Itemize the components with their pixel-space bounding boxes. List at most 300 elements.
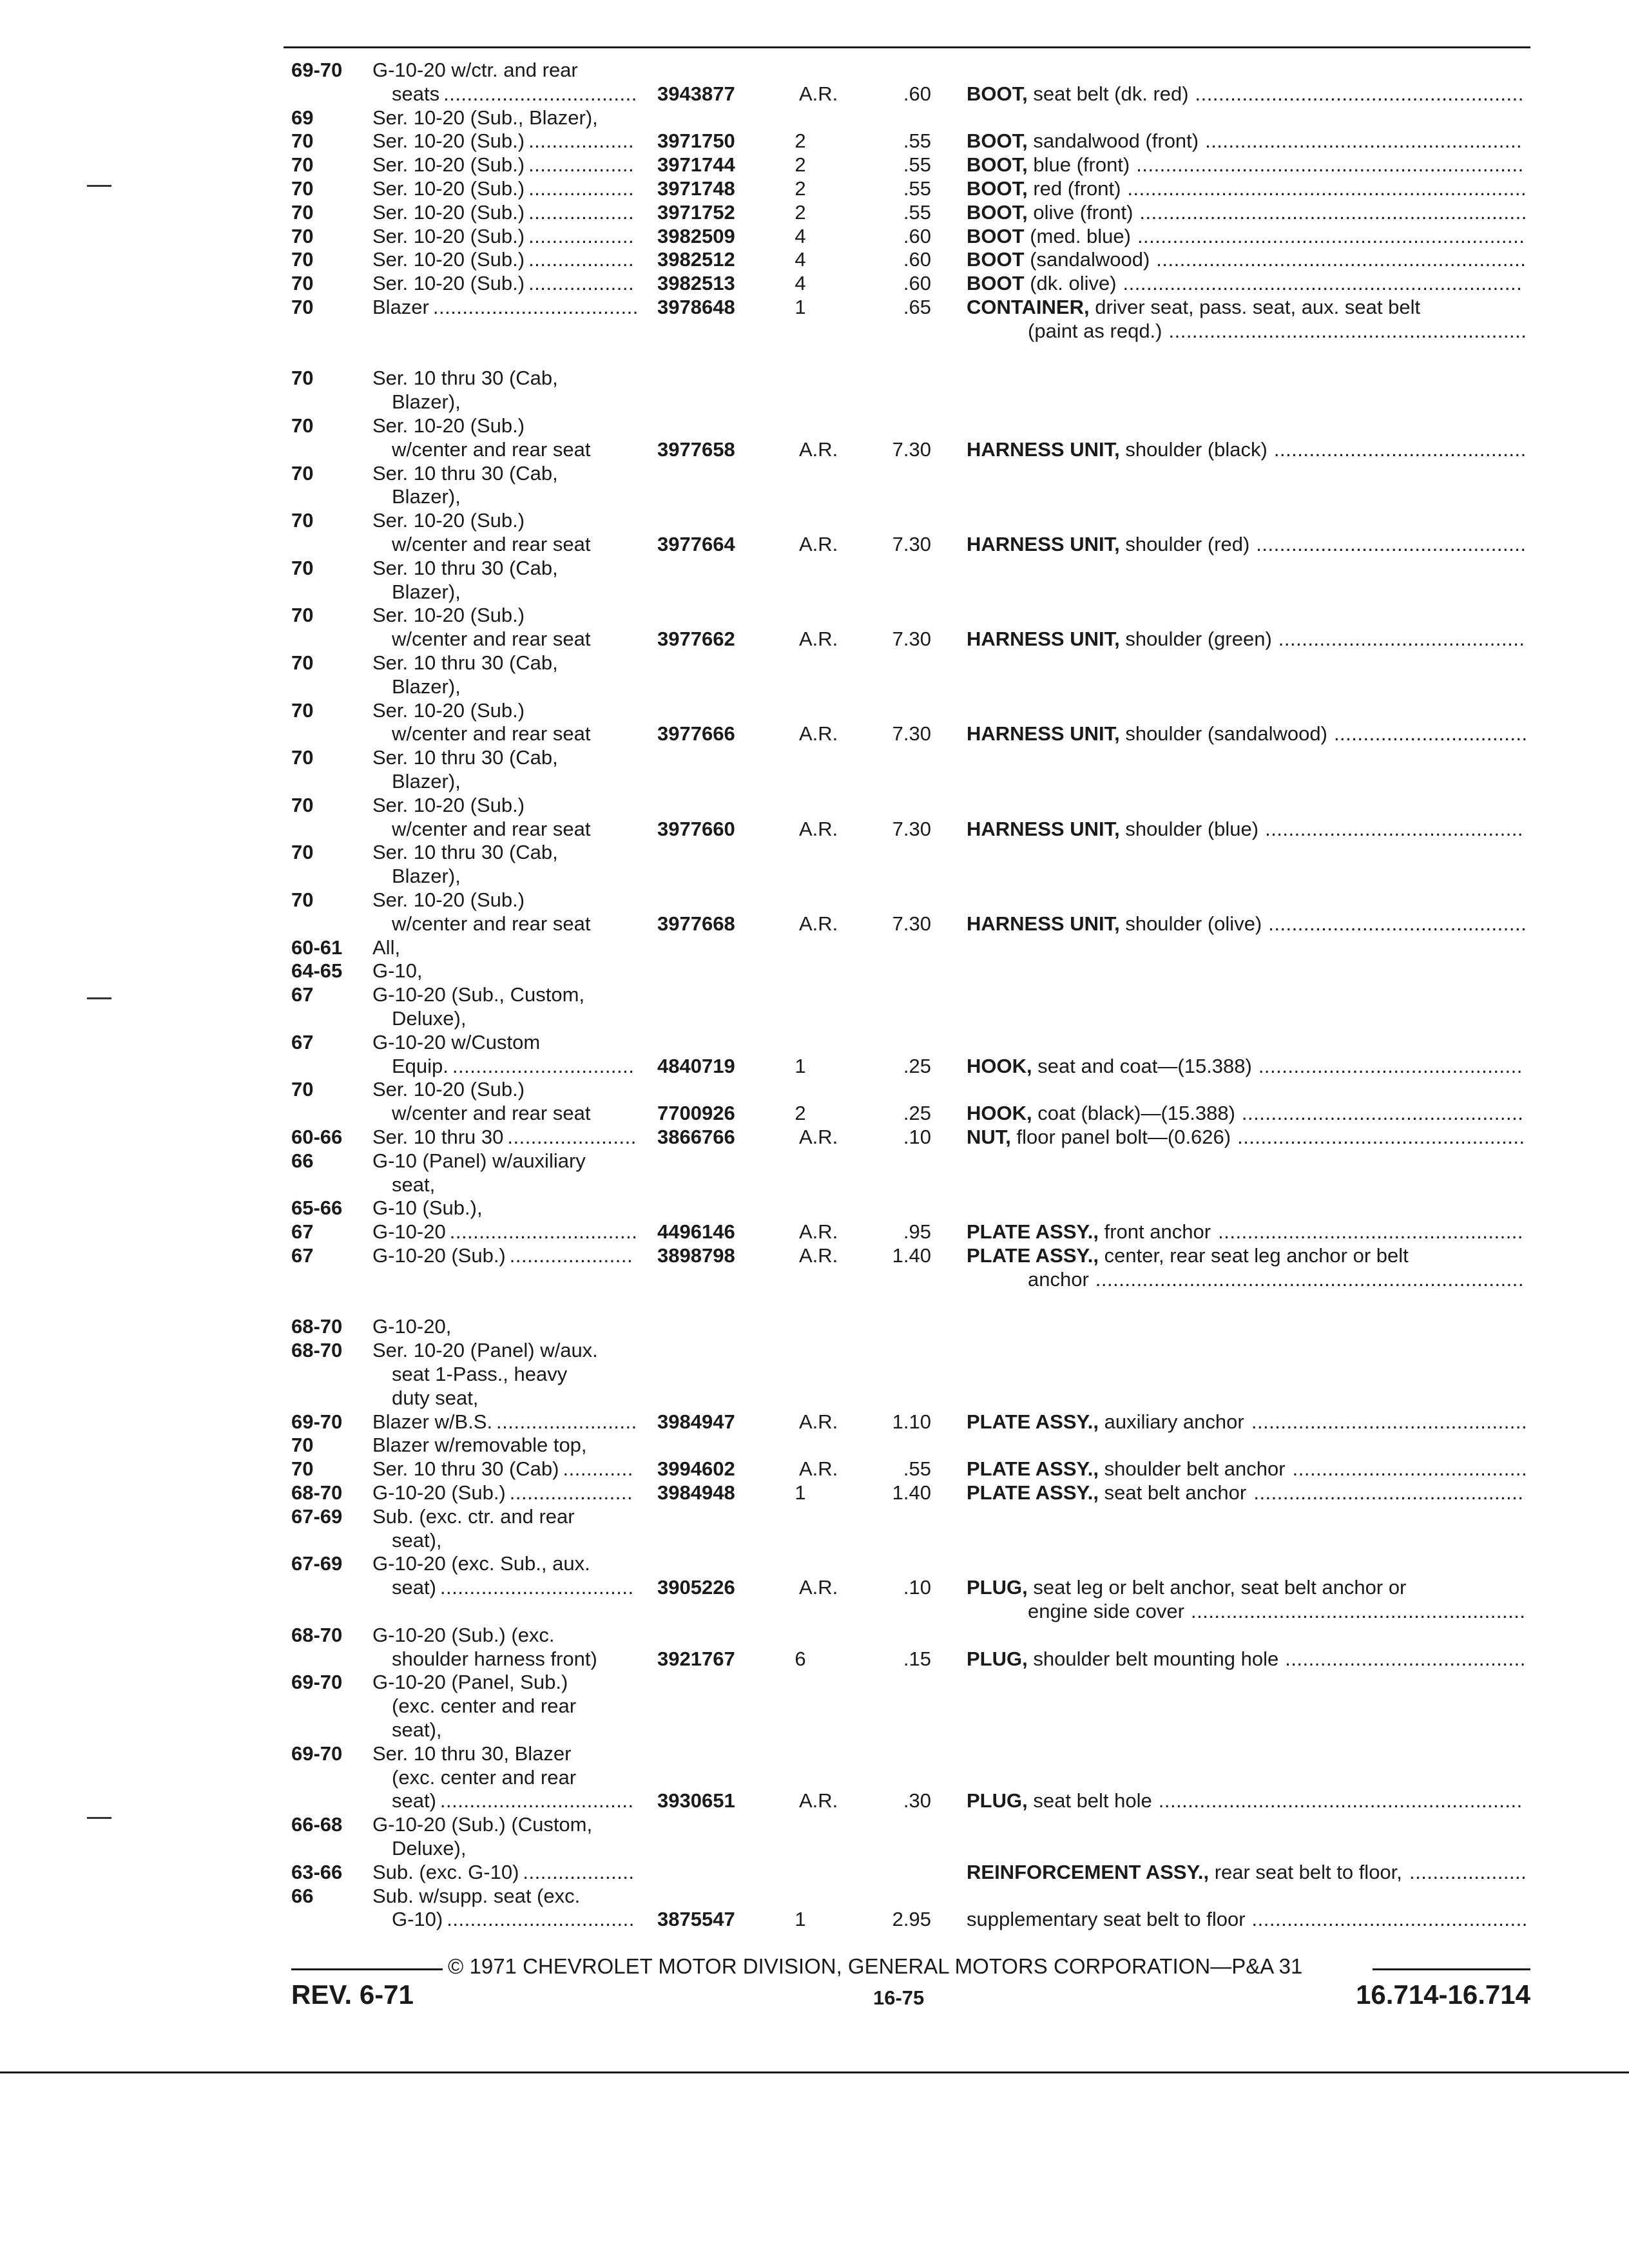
model-year: 70: [291, 461, 314, 485]
model-text: Blazer w/B.S.: [372, 1410, 493, 1433]
model-year: 70: [291, 177, 314, 200]
description: [967, 1054, 1252, 1078]
description: [1028, 1599, 1184, 1623]
model-year: 70: [291, 793, 314, 816]
part-row: [0, 1006, 1629, 1030]
leader-dots: .....................: [509, 1481, 633, 1504]
part-row: [0, 1575, 1629, 1599]
part-row: [0, 793, 1629, 817]
part-row: [0, 1196, 1629, 1220]
part-row: [0, 1244, 1629, 1267]
model-year: 65-66: [291, 1196, 343, 1220]
part-row: [0, 1552, 1629, 1575]
model-year: 64-65: [291, 959, 343, 983]
quantity: A.R.: [799, 1789, 838, 1812]
leader-dots: ........................: [496, 1410, 637, 1433]
quantity: 2: [795, 1102, 806, 1125]
copyright-line: © 1971 CHEVROLET MOTOR DIVISION, GENERAL MOTORS CORPORATION—P&A 31: [448, 1954, 1303, 1978]
model-text: Ser. 10-20 (Sub.): [372, 604, 525, 627]
leader-dots: ............................................: [1265, 817, 1524, 840]
leader-dots: ..............................................................: [1158, 1789, 1523, 1812]
part-row: [0, 959, 1629, 983]
description: [967, 200, 1133, 224]
part-row: [0, 1267, 1629, 1291]
part-name: REINFORCEMENT ASSY.,: [967, 1860, 1210, 1883]
quantity: 4: [795, 248, 806, 271]
part-number: 3984948: [657, 1481, 735, 1504]
part-row: [0, 1481, 1629, 1504]
description: [967, 817, 1258, 841]
part-row: [0, 366, 1629, 390]
quantity: A.R.: [799, 1126, 838, 1148]
part-row: [0, 745, 1629, 769]
leader-dots: ................................: [449, 1220, 638, 1244]
price: 2.95: [892, 1908, 931, 1931]
model-text: (exc. center and rear: [392, 1765, 577, 1789]
page-number: 16-75: [873, 1986, 925, 2009]
model-text: w/center and rear seat: [392, 722, 591, 745]
part-number: 3905226: [657, 1576, 735, 1599]
model-text: Ser. 10-20 (Sub.): [372, 889, 525, 911]
model-year: 70: [291, 130, 314, 153]
quantity: 1: [795, 1908, 806, 1931]
part-name: PLUG,: [967, 1789, 1028, 1812]
model-text: Ser. 10-20 (Sub.): [372, 130, 525, 153]
leader-dots: ...............................................: [1251, 1908, 1528, 1931]
part-detail: red (front): [1033, 177, 1121, 200]
part-number: 3977664: [657, 533, 735, 555]
part-detail: (paint as reqd.): [1028, 319, 1162, 342]
part-row: [0, 1789, 1629, 1812]
part-row: [0, 1410, 1629, 1434]
model-year: 66: [291, 1149, 314, 1172]
part-name: BOOT,: [967, 82, 1028, 105]
price: .30: [903, 1789, 931, 1812]
part-row: [0, 1173, 1629, 1196]
price: 7.30: [892, 437, 931, 461]
model-text: Blazer),: [392, 675, 461, 698]
part-row: [0, 1623, 1629, 1647]
model-text: Blazer: [372, 296, 429, 318]
price: .60: [903, 224, 931, 247]
part-name: HARNESS UNIT,: [967, 437, 1120, 461]
part-row: [0, 224, 1629, 248]
model-text: Ser. 10-20 (Sub.): [372, 153, 525, 177]
part-name: BOOT: [967, 224, 1025, 247]
price: 7.30: [892, 533, 931, 555]
part-detail: seat belt hole: [1033, 1789, 1152, 1812]
part-detail: (med. blue): [1030, 224, 1131, 247]
model-text: Ser. 10-20 (Sub.): [372, 224, 525, 247]
part-number: 3977660: [657, 817, 735, 840]
part-number: 3977662: [657, 628, 735, 651]
part-number: 3971748: [657, 177, 735, 200]
model-text: G-10-20,: [372, 1315, 452, 1338]
model-text: Ser. 10-20 (Sub.): [372, 414, 525, 437]
part-row: [0, 864, 1629, 888]
model-text: w/center and rear seat: [392, 437, 591, 461]
description: [967, 627, 1272, 651]
leader-dots: .................................: [439, 1576, 634, 1599]
model-text: Ser. 10 thru 30 (Cab,: [372, 746, 558, 769]
part-row: [0, 912, 1629, 936]
part-row: [0, 556, 1629, 580]
part-number: 3994602: [657, 1457, 735, 1481]
model-text: Ser. 10-20 (Sub.): [372, 698, 525, 722]
part-row: [0, 722, 1629, 745]
part-name: HARNESS UNIT,: [967, 533, 1120, 555]
model-text: G-10-20 w/ctr. and rear: [372, 59, 578, 81]
part-detail: floor panel bolt—(0.626): [1016, 1126, 1231, 1148]
leader-dots: ..................................................................: [1137, 224, 1525, 247]
section-number: 16.714-16.714: [1356, 1979, 1530, 2010]
model-text: Ser. 10 thru 30 (Cab,: [372, 841, 558, 864]
model-text: Ser. 10-20 (Panel) w/aux.: [372, 1339, 598, 1362]
description: [967, 1410, 1244, 1434]
footer-rule-right: [1373, 1968, 1530, 1970]
leader-dots: ............................................: [1268, 912, 1527, 935]
model-text: Ser. 10 thru 30 (Cab,: [372, 367, 558, 390]
model-text: G-10-20: [372, 1220, 446, 1244]
price: .55: [903, 177, 931, 200]
part-row: [0, 532, 1629, 556]
model-year: 68-70: [291, 1623, 343, 1646]
model-year: 60-66: [291, 1126, 343, 1148]
description: [967, 271, 1117, 295]
model-year: 70: [291, 414, 314, 437]
leader-dots: ..............................................: [1253, 1481, 1524, 1504]
part-row: [0, 1860, 1629, 1884]
part-row: [0, 1647, 1629, 1671]
model-year: 67-69: [291, 1504, 343, 1528]
model-year: 68-70: [291, 1339, 343, 1362]
part-row: [0, 319, 1629, 343]
part-row: [0, 1884, 1629, 1908]
model-year: 70: [291, 698, 314, 722]
price: 1.40: [892, 1244, 931, 1267]
part-detail: center, rear seat leg anchor or belt: [1104, 1244, 1409, 1267]
part-row: [0, 82, 1629, 106]
part-number: 3984947: [657, 1410, 735, 1433]
part-row: [0, 1362, 1629, 1386]
part-row: [0, 580, 1629, 604]
part-detail: shoulder belt anchor: [1104, 1457, 1286, 1481]
part-row: [0, 1220, 1629, 1244]
price: 7.30: [892, 912, 931, 935]
model-text: G-10-20 w/Custom: [372, 1030, 541, 1053]
description: [967, 532, 1249, 556]
leader-dots: ....................: [1409, 1860, 1527, 1883]
part-number: 3875547: [657, 1908, 735, 1931]
description: [967, 1244, 1409, 1267]
model-year: 66: [291, 1884, 314, 1907]
part-name: PLATE ASSY.,: [967, 1481, 1099, 1504]
part-detail: seat and coat—(15.388): [1037, 1054, 1252, 1077]
description: [1028, 319, 1162, 343]
part-number: 4496146: [657, 1220, 735, 1244]
part-row: [0, 817, 1629, 841]
model-text: Ser. 10-20 (Sub.): [372, 200, 525, 224]
part-row: [0, 627, 1629, 651]
model-year: 63-66: [291, 1860, 343, 1883]
part-number: 3971744: [657, 153, 735, 177]
part-name: BOOT,: [967, 200, 1028, 224]
part-name: HOOK,: [967, 1054, 1032, 1077]
part-number: 3978648: [657, 296, 735, 318]
model-text: w/center and rear seat: [392, 817, 591, 840]
part-row: [0, 1765, 1629, 1789]
model-text: Sub. (exc. G-10): [372, 1860, 519, 1883]
part-number: 3982512: [657, 248, 735, 271]
leader-dots: ..........................................: [1278, 628, 1525, 651]
quantity: 4: [795, 272, 806, 295]
part-name: PLATE ASSY.,: [967, 1457, 1099, 1481]
part-name: PLUG,: [967, 1647, 1028, 1670]
description: [967, 912, 1262, 936]
price: .55: [903, 153, 931, 177]
model-year: 70: [291, 296, 314, 318]
model-year: 70: [291, 841, 314, 864]
part-name: NUT,: [967, 1126, 1011, 1148]
part-row: [0, 1457, 1629, 1481]
part-row: [0, 1386, 1629, 1410]
leader-dots: ......................................................: [1205, 130, 1523, 153]
leader-dots: .............................................................: [1168, 319, 1527, 342]
part-row: [0, 651, 1629, 675]
part-detail: coat (black)—(15.388): [1037, 1102, 1235, 1125]
leader-dots: .................................: [1333, 722, 1528, 745]
description: [967, 224, 1131, 248]
description: [967, 1220, 1211, 1244]
model-text: Ser. 10 thru 30 (Cab,: [372, 651, 558, 674]
part-detail: shoulder belt mounting hole: [1033, 1647, 1279, 1670]
model-text: Blazer),: [392, 485, 461, 508]
leader-dots: ........................................................: [1195, 82, 1524, 105]
part-row: [0, 295, 1629, 319]
description: [967, 295, 1420, 319]
model-text: Ser. 10-20 (Sub.): [372, 177, 525, 200]
part-row: [0, 271, 1629, 295]
part-detail: driver seat, pass. seat, aux. seat belt: [1095, 296, 1421, 318]
part-row: [0, 1030, 1629, 1054]
part-row: [0, 1670, 1629, 1694]
part-name: BOOT,: [967, 153, 1028, 177]
part-row: [0, 1101, 1629, 1125]
description: [967, 129, 1199, 153]
part-row: [0, 153, 1629, 177]
model-text: G-10-20 (Sub.): [372, 1481, 506, 1504]
quantity: A.R.: [799, 1220, 838, 1244]
part-detail: shoulder (red): [1125, 533, 1250, 555]
part-number: 3977658: [657, 437, 735, 461]
part-row: [0, 1504, 1629, 1528]
description: [967, 82, 1189, 106]
part-row: [0, 1054, 1629, 1078]
quantity: 4: [795, 224, 806, 247]
model-year: 69-70: [291, 1742, 343, 1765]
model-year: 70: [291, 200, 314, 224]
leader-dots: ..................................................................: [1139, 200, 1527, 224]
model-text: w/center and rear seat: [392, 533, 591, 555]
part-detail: seat leg or belt anchor, seat belt anchor or: [1033, 1576, 1407, 1599]
description: [967, 177, 1121, 200]
quantity: A.R.: [799, 1410, 838, 1433]
part-row: [0, 485, 1629, 508]
leader-dots: ...................................: [432, 296, 639, 318]
part-name: PLUG,: [967, 1576, 1028, 1599]
leader-dots: ..................: [528, 272, 635, 295]
price: .10: [903, 1576, 931, 1599]
part-row: [0, 247, 1629, 271]
part-row: [0, 1718, 1629, 1742]
leader-dots: .........................................................: [1190, 1600, 1526, 1622]
model-text: G-10 (Sub.),: [372, 1196, 483, 1220]
description: [967, 1907, 1246, 1931]
model-year: 70: [291, 1078, 314, 1101]
part-row: [0, 177, 1629, 200]
part-row: [0, 769, 1629, 793]
price: .60: [903, 248, 931, 271]
part-row: [0, 390, 1629, 414]
description: [967, 1575, 1406, 1599]
leader-dots: ....................................................................: [1123, 272, 1523, 295]
price: 7.30: [892, 817, 931, 840]
price: .95: [903, 1220, 931, 1244]
quantity: 1: [795, 1054, 806, 1077]
quantity: 1: [795, 1481, 806, 1504]
part-row: [0, 1077, 1629, 1101]
model-text: Ser. 10-20 (Sub.): [372, 248, 525, 271]
model-year: 69-70: [291, 59, 343, 81]
model-text: G-10-20 (Sub., Custom,: [372, 983, 585, 1006]
part-row: [0, 1836, 1629, 1860]
part-row: [0, 675, 1629, 698]
part-row: [0, 1125, 1629, 1149]
part-row: [0, 1812, 1629, 1836]
model-text: Ser. 10 thru 30 (Cab): [372, 1457, 559, 1481]
leader-dots: ..................: [528, 200, 635, 224]
leader-dots: ...........................................: [1273, 437, 1527, 461]
leader-dots: ............: [563, 1457, 633, 1481]
part-number: 3982509: [657, 224, 735, 247]
model-text: Deluxe),: [392, 1007, 467, 1030]
part-row: [0, 1433, 1629, 1457]
model-text: seat),: [392, 1718, 442, 1741]
part-number: 3977666: [657, 722, 735, 745]
part-row: [0, 437, 1629, 461]
model-year: 70: [291, 889, 314, 911]
model-year: 66-68: [291, 1813, 343, 1836]
part-row: [0, 1907, 1629, 1931]
quantity: A.R.: [799, 722, 838, 745]
leader-dots: ......................: [507, 1126, 637, 1148]
model-text: G-10 (Panel) w/auxiliary: [372, 1149, 586, 1172]
quantity: A.R.: [799, 912, 838, 935]
leader-dots: ..................: [528, 248, 635, 271]
model-text: w/center and rear seat: [392, 1102, 591, 1125]
price: 1.40: [892, 1481, 931, 1504]
description: [1028, 1267, 1089, 1291]
leader-dots: ...............................................: [1251, 1410, 1528, 1433]
description: [967, 153, 1130, 177]
quantity: A.R.: [799, 628, 838, 651]
leader-dots: .............................................: [1258, 1054, 1523, 1077]
price: .10: [903, 1126, 931, 1148]
model-year: 70: [291, 746, 314, 769]
description: [967, 1860, 1402, 1884]
part-row: [0, 508, 1629, 532]
model-text: Ser. 10-20 (Sub.): [372, 1078, 525, 1101]
part-detail: sandalwood (front): [1033, 130, 1199, 153]
part-row: [0, 1694, 1629, 1718]
part-number: 3898798: [657, 1244, 735, 1267]
leader-dots: .................................................: [1237, 1126, 1525, 1148]
part-row: [0, 1149, 1629, 1173]
part-number: 3982513: [657, 272, 735, 295]
leader-dots: ...............................: [452, 1054, 635, 1077]
model-text: Blazer),: [392, 865, 461, 888]
part-row: [0, 840, 1629, 864]
leader-dots: .........................................: [1285, 1647, 1526, 1670]
part-number: 3971752: [657, 200, 735, 224]
part-detail: seat belt anchor: [1104, 1481, 1247, 1504]
part-detail: front anchor: [1104, 1220, 1211, 1244]
model-year: 67: [291, 983, 314, 1006]
model-year: 69-70: [291, 1410, 343, 1433]
model-text: w/center and rear seat: [392, 912, 591, 935]
model-text: Ser. 10 thru 30 (Cab,: [372, 461, 558, 485]
part-detail: shoulder (blue): [1125, 817, 1259, 840]
model-year: 67: [291, 1220, 314, 1244]
part-name: BOOT: [967, 248, 1025, 271]
part-row: [0, 698, 1629, 722]
model-text: G-10-20 (Sub.) (exc.: [372, 1623, 555, 1646]
part-row: [0, 1742, 1629, 1765]
part-detail: shoulder (green): [1125, 628, 1272, 651]
part-number: 7700926: [657, 1102, 735, 1125]
price: 1.10: [892, 1410, 931, 1433]
leader-dots: ................................: [447, 1908, 635, 1931]
model-text: Ser. 10-20 (Sub., Blazer),: [372, 106, 598, 129]
model-year: 70: [291, 509, 314, 532]
part-number: 3866766: [657, 1126, 735, 1148]
quantity: 2: [795, 130, 806, 153]
part-name: HOOK,: [967, 1102, 1032, 1125]
price: .25: [903, 1054, 931, 1077]
model-text: Ser. 10-20 (Sub.): [372, 272, 525, 295]
part-detail: seat belt (dk. red): [1033, 82, 1189, 105]
model-text: Blazer),: [392, 390, 461, 414]
part-detail: (sandalwood): [1030, 248, 1150, 271]
price: .60: [903, 272, 931, 295]
leader-dots: ....................................................................: [1127, 177, 1527, 200]
part-name: HARNESS UNIT,: [967, 628, 1120, 651]
model-year: 67-69: [291, 1552, 343, 1575]
model-text: Ser. 10-20 (Sub.): [372, 509, 525, 532]
description: [967, 1481, 1246, 1504]
quantity: 2: [795, 200, 806, 224]
model-text: seat),: [392, 1528, 442, 1552]
model-text: Equip.: [392, 1054, 448, 1077]
price: .25: [903, 1102, 931, 1125]
part-row: [0, 106, 1629, 130]
leader-dots: .................................: [443, 82, 637, 105]
model-text: Blazer),: [392, 580, 461, 603]
price: .55: [903, 130, 931, 153]
part-detail: olive (front): [1033, 200, 1133, 224]
model-text: Blazer w/removable top,: [372, 1434, 587, 1457]
part-row: [0, 936, 1629, 959]
